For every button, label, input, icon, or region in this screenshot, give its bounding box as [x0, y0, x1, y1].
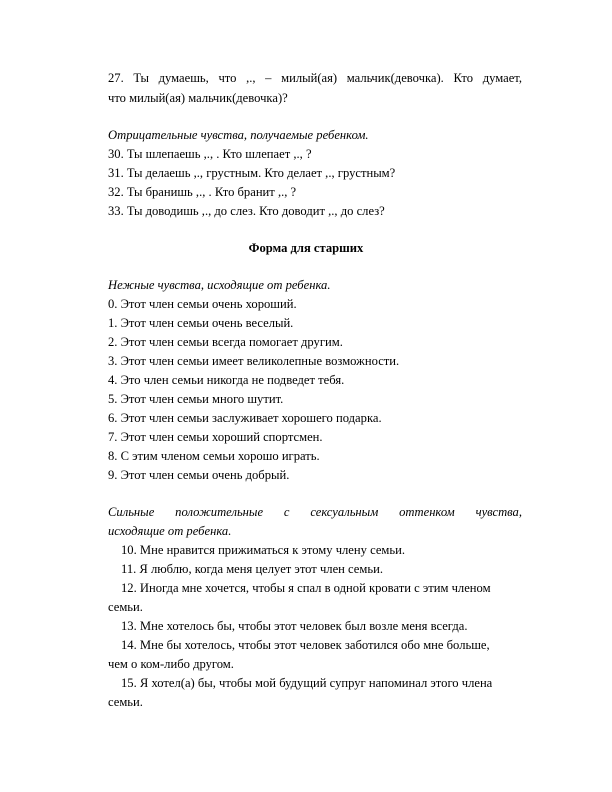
list-item-14-line-1: 14. Мне бы хотелось, чтобы этот человек заботился обо мне больше,: [121, 638, 490, 652]
list-item-12-line-2: семьи.: [108, 600, 143, 614]
list-item-1: 1. Этот член семьи очень веселый.: [108, 316, 294, 330]
list-item-31: 31. Ты делаешь ,., грустным. Кто делает ,., грустным?: [108, 166, 396, 180]
list-item-8: 8. С этим членом семьи хорошо играть.: [108, 449, 320, 463]
list-item-0: 0. Этот член семьи очень хороший.: [108, 297, 297, 311]
negative-section-heading: Отрицательные чувства, получаемые ребенком.: [108, 128, 369, 142]
list-item-2: 2. Этот член семьи всегда помогает другим.: [108, 335, 343, 349]
strong-section-heading-line-2: исходящие от ребенка.: [108, 524, 232, 538]
list-item-5: 5. Этот член семьи много шутит.: [108, 392, 284, 406]
form-title: Форма для старших: [248, 241, 364, 255]
list-item-11: 11. Я люблю, когда меня целует этот член семьи.: [121, 562, 383, 576]
list-item-32: 32. Ты бранишь ,., . Кто бранит ,., ?: [108, 185, 297, 199]
item-27-line-1: 27. Ты думаешь, что ,., – милый(ая) мальчик(девочка). Кто думает,: [108, 71, 522, 85]
list-item-30: 30. Ты шлепаешь ,., . Кто шлепает ,., ?: [108, 147, 312, 161]
list-item-15-line-2: семьи.: [108, 695, 143, 709]
list-item-10: 10. Мне нравится прижиматься к этому члену семьи.: [121, 543, 406, 557]
list-item-3: 3. Этот член семьи имеет великолепные возможности.: [108, 354, 400, 368]
list-item-9: 9. Этот член семьи очень добрый.: [108, 468, 290, 482]
list-item-33: 33. Ты доводишь ,., до слез. Кто доводит ,., до слез?: [108, 204, 385, 218]
list-item-12-line-1: 12. Иногда мне хочется, чтобы я спал в одной кровати с этим членом: [121, 581, 491, 595]
strong-section-heading-line-1: Сильные положительные с сексуальным оттенком чувства,: [108, 505, 522, 519]
list-item-6: 6. Этот член семьи заслуживает хорошего подарка.: [108, 411, 382, 425]
list-item-14-line-2: чем о ком-либо другом.: [108, 657, 234, 671]
list-item-4: 4. Это член семьи никогда не подведет тебя.: [108, 373, 345, 387]
tender-section-heading: Нежные чувства, исходящие от ребенка.: [108, 278, 331, 292]
list-item-15-line-1: 15. Я хотел(а) бы, чтобы мой будущий супруг напоминал этого члена: [121, 676, 493, 690]
item-27-line-2: что милый(ая) мальчик(девочка)?: [108, 91, 288, 105]
list-item-13: 13. Мне хотелось бы, чтобы этот человек был возле меня всегда.: [121, 619, 468, 633]
list-item-7: 7. Этот член семьи хороший спортсмен.: [108, 430, 323, 444]
